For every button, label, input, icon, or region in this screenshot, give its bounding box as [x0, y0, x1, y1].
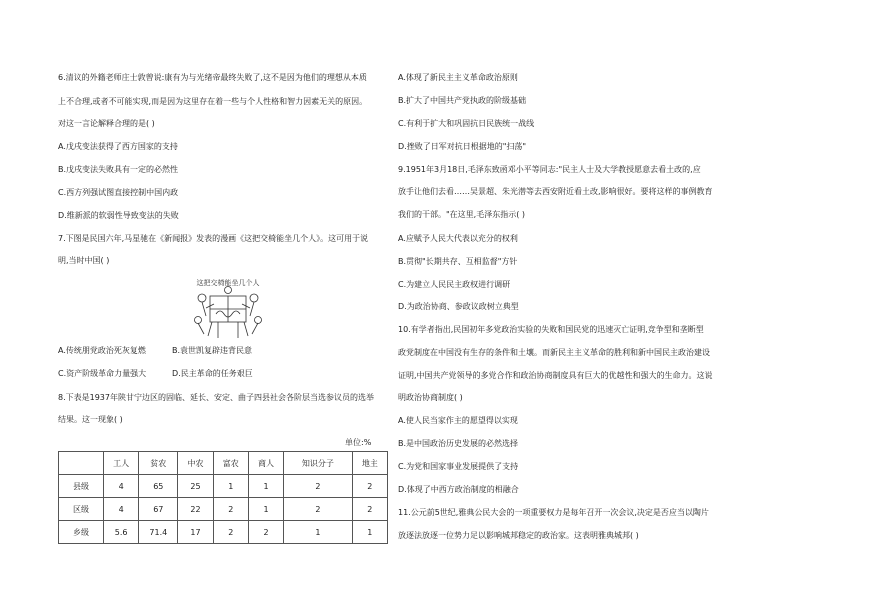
table-cell: 4	[104, 498, 139, 521]
table-cell: 2	[352, 498, 387, 521]
table-cell: 区级	[59, 498, 104, 521]
table-header-cell: 贫农	[139, 452, 178, 475]
table-cell: 25	[178, 475, 213, 498]
table-cell: 2	[284, 475, 353, 498]
q9-option-d: D.为政治协商、参政议政树立典型	[398, 302, 519, 311]
survey-table	[58, 451, 388, 544]
table-cell: 1	[284, 521, 353, 544]
q9-stem-line1: 9.1951年3月18日,毛泽东致函邓小平等同志:"民主人士及大学教授愿意去看土改的,应	[398, 165, 701, 174]
q6-stem-line2: 上不合理,或者不可能实现,而是因为这里存在着一些与个人性格和智力因素无关的原因。	[58, 97, 368, 106]
q8-stem-line2: 结果。这一现象( )	[58, 415, 123, 424]
table-cell: 县级	[59, 475, 104, 498]
table-cell: 2	[284, 498, 353, 521]
q8-option-b: B.扩大了中国共产党执政的阶级基础	[398, 96, 527, 105]
table-header-row	[59, 452, 388, 475]
table-cell: 1	[213, 475, 248, 498]
q11-stem-line2: 放逐法放逐一位势力足以影响城邦稳定的政治家。这表明雅典城邦( )	[398, 531, 639, 540]
q10-option-c: C.为党和国家事业发展提供了支持	[398, 462, 519, 471]
cartoon-title: 这把交椅能坐几个人	[196, 279, 260, 287]
q6-stem-line3: 对这一言论解释合理的是( )	[58, 119, 155, 128]
table-header-cell: 知识分子	[284, 452, 353, 475]
q8-stem-line1: 8.下表是1937年陕甘宁边区的固临、延长、安定、曲子四县社会各阶层当选参议员的选举	[58, 393, 374, 402]
q7-stem-line2: 明,当时中国( )	[58, 256, 110, 265]
q6-option-a: A.戊戌变法获得了西方国家的支持	[58, 142, 178, 151]
q7-option-c: C.资产阶级革命力量强大	[58, 369, 147, 378]
table-row	[59, 521, 388, 544]
q9-option-b: B.贯彻"长期共存、互相监督"方针	[398, 257, 518, 266]
table-header-cell: 地主	[352, 452, 387, 475]
table-cell: 17	[178, 521, 213, 544]
q6-option-b: B.戊戌变法失败具有一定的必然性	[58, 165, 179, 174]
q10-stem-line2: 政党制度在中国没有生存的条件和土壤。而新民主主义革命的胜利和新中国民主政治建设	[398, 348, 710, 357]
q7-option-d: D.民主革命的任务艰巨	[172, 369, 253, 378]
table-cell: 4	[104, 475, 139, 498]
q10-stem-line4: 明政治协商制度( )	[398, 393, 463, 402]
table-header-cell: 富农	[213, 452, 248, 475]
table-cell: 5.6	[104, 521, 139, 544]
q8-option-c: C.有利于扩大和巩固抗日民族统一战线	[398, 119, 535, 128]
table-row	[59, 498, 388, 521]
table-cell: 1	[248, 498, 283, 521]
table-cell: 1	[248, 475, 283, 498]
q8-option-a: A.体现了新民主主义革命政治原则	[398, 73, 518, 82]
q8-option-d: D.挫败了日军对抗日根据地的"扫荡"	[398, 142, 527, 151]
q9-stem-line3: 我们的干部。"在这里,毛泽东指示( )	[398, 210, 526, 219]
table-cell: 71.4	[139, 521, 178, 544]
q6-option-c: C.西方列强试图直接控制中国内政	[58, 188, 179, 197]
q9-stem-line2: 放手让他们去看……吴景超、朱光潜等去西安附近看土改,影响很好。要将这样的事例教育	[398, 187, 713, 196]
q10-stem-line1: 10.有学者指出,民国初年多党政治实验的失败和国民党的迅速灭亡证明,竞争型和垄断型	[398, 325, 704, 334]
table-header-cell: 工人	[104, 452, 139, 475]
table-unit: 单位:%	[345, 438, 372, 447]
table-cell: 67	[139, 498, 178, 521]
q10-option-b: B.是中国政治历史发展的必然选择	[398, 439, 519, 448]
q11-stem-line1: 11.公元前5世纪,雅典公民大会的一项重要权力是每年召开一次会议,决定是否应当以陶片	[398, 508, 709, 517]
table-header-cell: 中农	[178, 452, 213, 475]
q9-option-c: C.为建立人民民主政权进行调研	[398, 280, 511, 289]
table-cell: 65	[139, 475, 178, 498]
table-row	[59, 475, 388, 498]
q7-option-b: B.袁世凯复辟违背民意	[172, 346, 253, 355]
q10-option-d: D.体现了中西方政治制度的相融合	[398, 485, 519, 494]
q10-option-a: A.使人民当家作主的愿望得以实现	[398, 416, 518, 425]
table-cell: 乡级	[59, 521, 104, 544]
q7-stem-line1: 7.下图是民国六年,马星驰在《新闻报》发表的漫画《这把交椅能坐几个人》。这可用于说	[58, 234, 369, 243]
q10-stem-line3: 证明,中国共产党领导的多党合作和政治协商制度具有巨大的优越性和强大的生命力。这说	[398, 371, 713, 380]
table-cell: 2	[352, 475, 387, 498]
q6-stem-line1: 6.清议的外籍老师庄士敦曾说:康有为与光绪帝最终失败了,这不是因为他们的理想从本质	[58, 73, 367, 82]
q7-option-a: A.传统朋党政治死灰复燃	[58, 346, 146, 355]
cartoon-image	[188, 276, 268, 342]
table-cell: 1	[352, 521, 387, 544]
q6-option-d: D.维新派的软弱性导致变法的失败	[58, 211, 179, 220]
table-cell: 2	[248, 521, 283, 544]
table-header-cell	[59, 452, 104, 475]
table-cell: 22	[178, 498, 213, 521]
table-cell: 2	[213, 521, 248, 544]
q9-option-a: A.应赋予人民大代表以充分的权利	[398, 234, 518, 243]
table-cell: 2	[213, 498, 248, 521]
table-header-cell: 商人	[248, 452, 283, 475]
